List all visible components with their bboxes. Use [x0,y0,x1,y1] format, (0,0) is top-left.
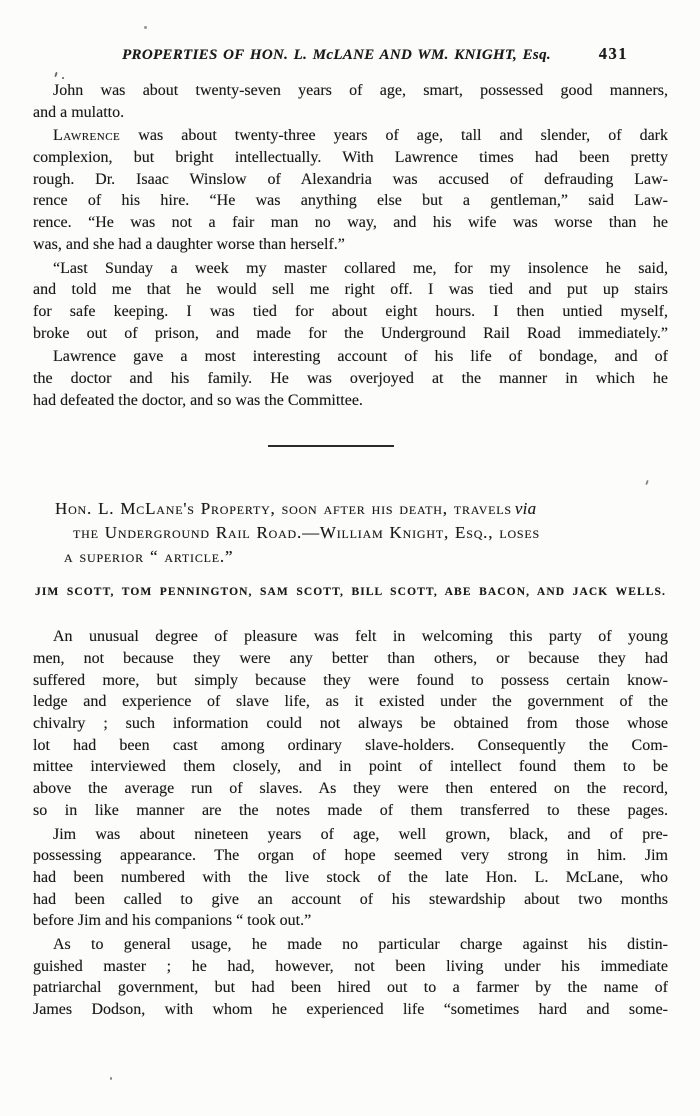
text-line: before Jim and his companions “ took out.” [33,912,312,930]
text-line: lot had been cast among ordinary slave-holders. Consequently the Com- [33,736,668,754]
small-caps-name: Lawrence [53,127,121,145]
text-line-rest: was about twenty-three years of age, tall and slender, of dark [120,127,668,145]
heading-italic-word: via [514,499,537,519]
text-line: so in like manner are the notes made of them transferred to these pages. [33,801,668,819]
text-line: the doctor and his family. He was overjoyed at the manner in which he [33,369,668,387]
text-line: Jim was about nineteen years of age, well grown, black, and of pre- [53,825,668,843]
paragraph-welcome [33,626,668,821]
running-header-title: PROPERTIES OF HON. L. McLANE AND WM. KNIGHT, Esq. [122,47,551,63]
text-line: guished master ; he had, however, not been living under his immediate [33,957,668,975]
text-line: above the average run of slaves. As they were then entered on the record, [33,780,668,798]
text-line: As to general usage, he made no particular charge against his distin- [53,935,668,953]
text-line: John was about twenty-seven years of age, smart, possessed good manners, [53,82,668,99]
paragraph-lawrence [33,125,668,255]
text-line: possessing appearance. The organ of hope seemed very strong in him. Jim [33,847,668,865]
text-line: had been numbered with the live stock of the late Hon. L. McLane, who [33,868,668,886]
text-line [33,125,668,147]
scan-artifact [110,1077,112,1080]
text-line: for safe keeping. I was tied for about eight hours. I then untied myself, [33,302,668,320]
text-line: “Last Sunday a week my master collared me, for my insolence he said, [53,259,668,277]
text-line: and a mulatto. [33,103,125,121]
running-header [33,46,668,64]
paragraph-jim [33,824,668,932]
text-line: James Dodson, with whom he experienced life “sometimes hard and some- [33,1001,668,1018]
text-line: men, not because they were any better than others, or because they had [33,650,668,667]
section-heading-line: a superior “ article.” [64,547,234,567]
text-line: ledge and experience of slave life, as it existed under the government of the [33,693,668,711]
text-line: rence. “He was not a fair man no way, and his wife was worse than he [33,214,668,232]
text-line: complexion, but bright intellectually. With Lawrence times had been pretty [33,149,668,167]
text-line: broke out of prison, and made for the Underground Rail Road immediately.” [33,324,668,342]
text-line: patriarchal government, but had been hired out to a farmer by the name of [33,979,668,997]
text-line: had defeated the doctor, and so was the Committee. [33,391,363,409]
text-line: Lawrence gave a most interesting account of his life of bondage, and of [53,348,668,366]
text-line: suffered more, but simply because they were found to possess certain know- [33,671,668,689]
heading-text: Hon. L. McLane's Property, soon after his death, travels [55,499,512,519]
text-line: was, and she had a daughter worse than herself.” [33,235,345,253]
text-line: An unusual degree of pleasure was felt in welcoming this party of young [53,628,668,646]
paragraph-john [33,80,668,123]
text-line: chivalry ; such information could not always be obtained from those whose [33,715,668,733]
lower-text-section [33,626,668,1020]
scan-artifact [144,26,147,29]
upper-text-section [33,80,668,411]
text-line: mittee interviewed them closely, and in point of intellect found them to be [33,758,668,776]
paragraph-quote [33,258,668,345]
text-line: had been called to give an account of his stewardship about two months [33,890,668,908]
section-heading [33,497,668,569]
page-number: 431 [598,44,628,63]
text-line: rence of his hire. “He was anything else but a gentleman,” said Law- [33,192,668,210]
paragraph-committee [33,346,668,411]
page-text-block [33,46,668,1023]
section-divider-rule [268,445,394,447]
paragraph-usage [33,934,668,1021]
section-heading-line: the Underground Rail Road.—William Knight, Esq., loses [73,523,541,543]
names-byline: JIM SCOTT, TOM PENNINGTON, SAM SCOTT, BILL SCOTT, ABE BACON, AND JACK WELLS. [35,586,666,599]
section-heading-line [33,497,668,521]
scan-artifact [62,77,64,79]
text-line: rough. Dr. Isaac Winslow of Alexandria was accused of defrauding Law- [33,170,668,188]
text-line: and told me that he would sell me right off. I was tied and put up stairs [33,281,668,299]
